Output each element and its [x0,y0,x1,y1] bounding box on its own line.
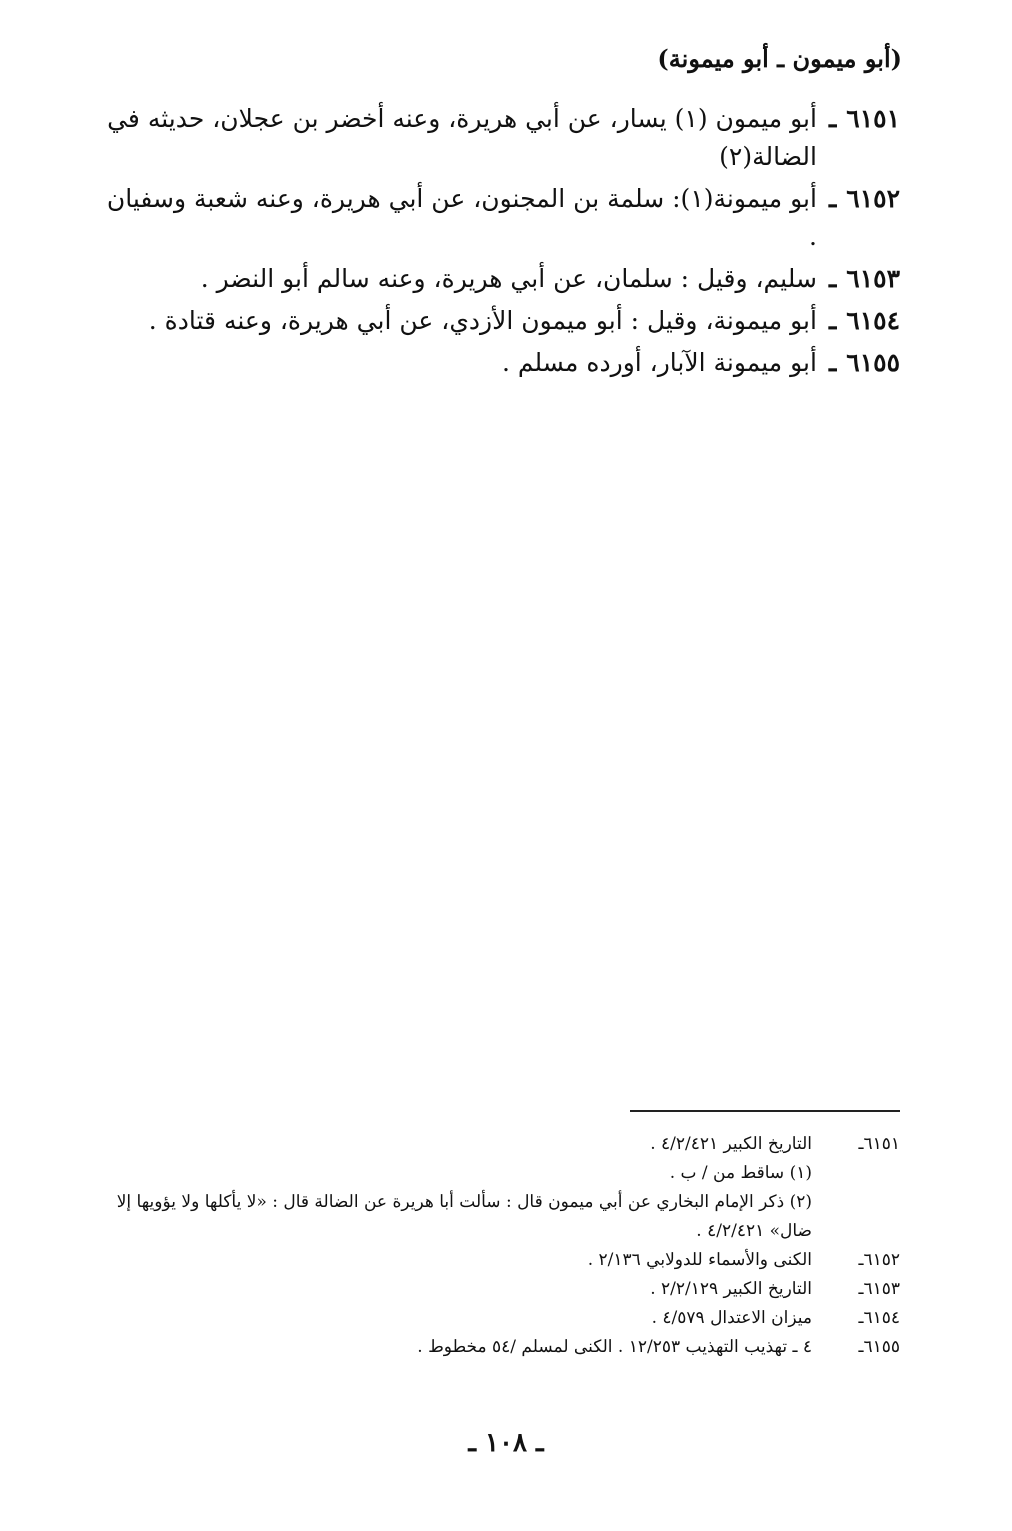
footnote-body [100,1130,812,1246]
footnote-line: التاريخ الكبير ٤/٢/٤٢١ . [650,1134,812,1154]
footnote-6154 [100,1304,900,1333]
footnote-body [100,1275,812,1304]
entry-dash: ـ [828,348,837,377]
entry-text: أبو ميمونة الآبار، أورده مسلم . [501,348,817,377]
footnote-line: (٢) ذكر الإمام البخاري عن أبي ميمون قال : سألت أبا هريرة عن الضالة قال : «لا يأكلها ولا يؤويها إلا [116,1192,812,1212]
footnote-number: ٦١٥٥ـ [858,1337,900,1357]
entries-list [100,100,900,386]
entry-text: أبو ميمونة، وقيل : أبو ميمون الأزدي، عن أبي هريرة، وعنه قتادة . [148,306,817,335]
footnote-line: ٤ ـ تهذيب التهذيب ١٢/٢٥٣ . الكنى لمسلم /٥٤ مخطوط . [417,1337,812,1357]
entry-number: ٦١٥٣ [846,264,900,293]
entry-6154 [100,302,900,340]
entry-number: ٦١٥٥ [846,348,900,377]
entry-text: أبو ميمون (١) يسار، عن أبي هريرة، وعنه أخضر بن عجلان، حديثه في الضالة(٢) [107,104,817,171]
entry-6153 [100,260,900,298]
footnote-line: ميزان الاعتدال ٤/٥٧٩ . [651,1308,812,1328]
footnote-line: ضال» ٤/٢/٤٢١ . [696,1221,812,1241]
footnote-number: ٦١٥٢ـ [858,1250,900,1270]
footnote-line: (١) ساقط من / ب . [669,1163,812,1183]
entry-6151 [100,100,900,176]
entry-6152 [100,180,900,256]
entry-dash: ـ [828,264,837,293]
footnote-6152 [100,1246,900,1275]
footnotes [100,1130,900,1362]
footnote-body [100,1246,812,1275]
footnote-number: ٦١٥٣ـ [858,1279,900,1299]
footnote-6151 [100,1130,900,1246]
footnote-line: الكنى والأسماء للدولابي ٢/١٣٦ . [587,1250,812,1270]
entry-text: أبو ميمونة(١): سلمة بن المجنون، عن أبي هريرة، وعنه شعبة وسفيان . [106,184,817,251]
entry-dash: ـ [828,104,837,133]
page-number: ـ ١٠٨ ـ [468,1428,544,1458]
entry-text: سليم، وقيل : سلمان، عن أبي هريرة، وعنه سالم أبو النضر . [200,264,817,293]
footnote-number: ٦١٥٤ـ [858,1308,900,1328]
entry-number: ٦١٥٢ [846,184,900,213]
footnote-body [100,1304,812,1333]
footnote-6153 [100,1275,900,1304]
footnote-6155 [100,1333,900,1362]
footnote-line: التاريخ الكبير ٢/٢/١٢٩ . [650,1279,812,1299]
entry-number: ٦١٥١ [846,104,900,133]
entry-number: ٦١٥٤ [846,306,900,335]
entry-6155 [100,344,900,382]
footnote-separator [630,1110,900,1112]
footnote-body [100,1333,812,1362]
running-header: (أبو ميمون ـ أبو ميمونة) [657,44,902,73]
entry-dash: ـ [828,184,837,213]
footnote-number: ٦١٥١ـ [858,1134,900,1154]
entry-dash: ـ [828,306,837,335]
